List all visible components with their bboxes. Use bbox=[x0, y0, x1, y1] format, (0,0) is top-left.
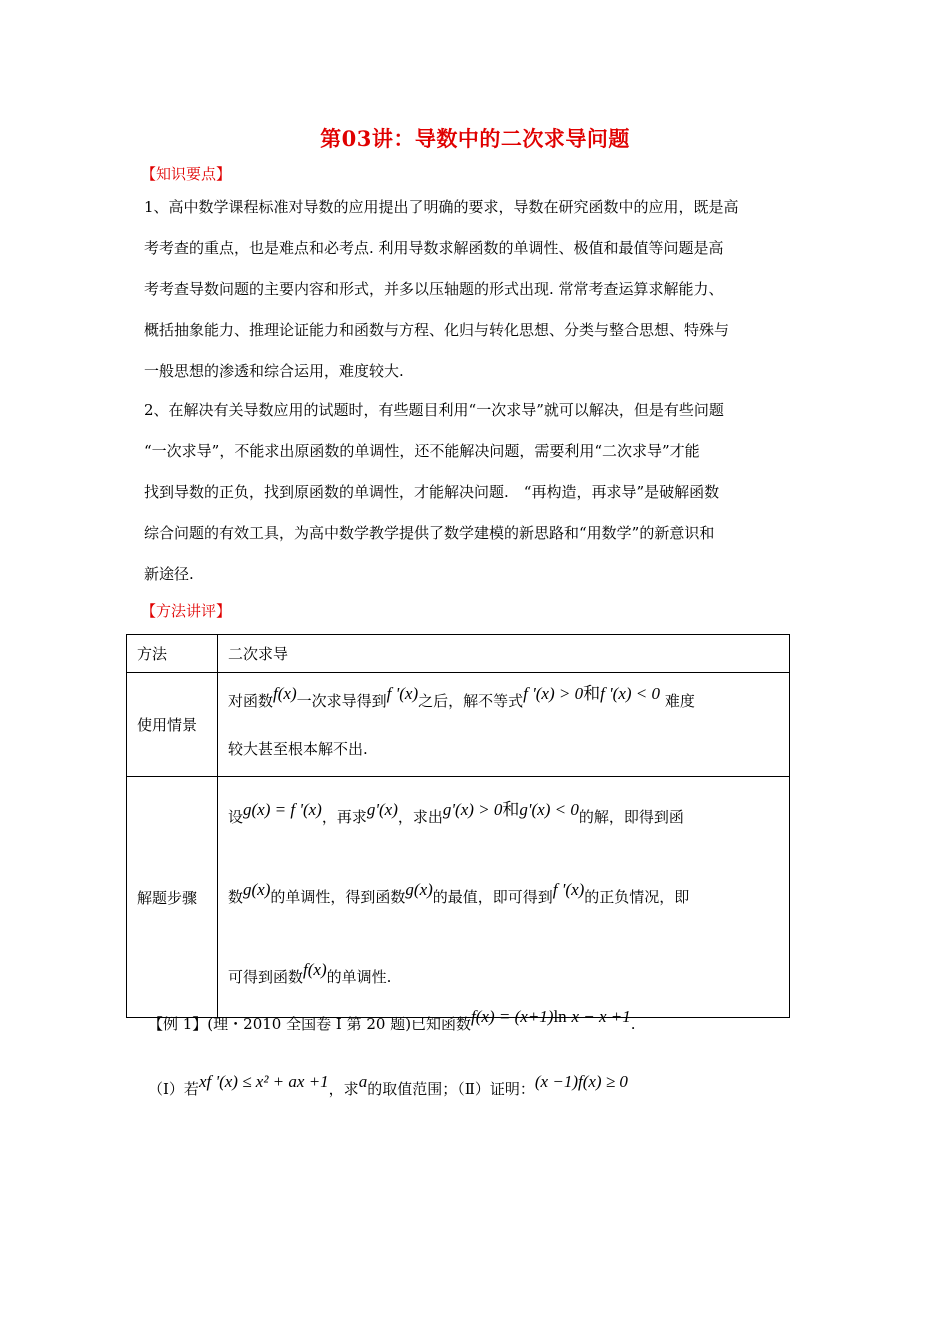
cell-line bbox=[228, 857, 779, 937]
paragraph-line: 新途径. bbox=[144, 565, 194, 583]
text-run: 的单调性. bbox=[326, 968, 392, 986]
method-heading: 【方法讲评】 bbox=[141, 602, 232, 620]
paragraph-line: 一般思想的渗透和综合运用，难度较大. bbox=[144, 362, 404, 380]
text-run: 可得到函数 bbox=[228, 968, 304, 986]
text-run: 对函数 bbox=[228, 691, 274, 710]
math-formula: g(x) = f '(x) bbox=[243, 800, 322, 819]
text-run: 数 bbox=[228, 888, 244, 906]
knowledge-paragraph-2 bbox=[144, 390, 808, 595]
table-cell-content bbox=[218, 673, 790, 777]
math-text: 和 bbox=[502, 800, 520, 819]
text-run: （Ⅰ）若 bbox=[148, 1080, 199, 1098]
knowledge-heading: 【知识要点】 bbox=[141, 165, 232, 183]
table-cell-label: 方法 bbox=[127, 635, 218, 673]
table-row bbox=[127, 635, 790, 673]
text-run: . bbox=[630, 1015, 636, 1033]
knowledge-paragraph-1 bbox=[144, 187, 808, 392]
table-cell-label: 使用情景 bbox=[127, 673, 218, 777]
text-run: 之后，解不等式 bbox=[418, 691, 524, 710]
math-formula: f '(x) bbox=[386, 683, 419, 703]
math-formula: g(x) bbox=[243, 880, 271, 899]
paragraph-line: 考考查的重点，也是难点和必考点. 利用导数求解函数的单调性、极值和最值等问题是高 bbox=[144, 239, 724, 257]
math-formula: a bbox=[358, 1072, 368, 1091]
text-run: 的解，即得到函 bbox=[578, 808, 684, 826]
cell-line: 较大甚至根本解不出. bbox=[228, 739, 368, 758]
paragraph-line: 找到导数的正负，找到原函数的单调性，才能解决问题. “再构造，再求导”是破解函数 bbox=[144, 483, 720, 501]
text-run: 的取值范围；（Ⅱ）证明： bbox=[367, 1080, 535, 1098]
cell-line bbox=[228, 937, 779, 1017]
math-formula: f '(x) < 0 bbox=[600, 683, 661, 703]
math-formula: f '(x) > 0 bbox=[523, 683, 584, 703]
ln-operator: ln bbox=[553, 1007, 567, 1026]
math-text: 和 bbox=[583, 683, 601, 703]
math-formula: g'(x) bbox=[366, 800, 398, 819]
text-run: ，再求 bbox=[321, 808, 367, 826]
table-row bbox=[127, 777, 790, 1018]
paragraph-line: 2、在解决有关导数应用的试题时，有些题目利用“一次求导”就可以解决，但是有些问题 bbox=[144, 401, 724, 419]
math-formula: f(x) = (x+1) bbox=[471, 1007, 554, 1026]
math-formula: x − x +1 bbox=[571, 1007, 631, 1026]
text-run: 的正负情况，即 bbox=[584, 888, 690, 906]
paragraph-line: 考考查导数问题的主要内容和形式，并多以压轴题的形式出现. 常常考查运算求解能力、 bbox=[144, 280, 724, 298]
table-cell-content: 二次求导 bbox=[218, 635, 790, 673]
text-run: ，求出 bbox=[397, 808, 443, 826]
method-table bbox=[126, 634, 790, 1018]
text-run: 的单调性，得到函数 bbox=[270, 888, 406, 906]
math-formula: g'(x) > 0 bbox=[442, 800, 503, 819]
table-cell-content bbox=[218, 777, 790, 1018]
text-run: 的最值，即可得到 bbox=[432, 888, 553, 906]
paragraph-line: 概括抽象能力、推理论证能力和函数与方程、化归与转化思想、分类与整合思想、特殊与 bbox=[144, 321, 730, 339]
math-formula: g'(x) < 0 bbox=[519, 800, 579, 819]
text-run: 难度 bbox=[664, 691, 695, 710]
math-formula: g(x) bbox=[405, 880, 433, 899]
text-run: 设 bbox=[228, 808, 244, 826]
math-formula: xf '(x) ≤ x² + ax +1 bbox=[198, 1072, 329, 1091]
page-title: 第03讲：导数中的二次求导问题 bbox=[320, 126, 630, 151]
cell-line bbox=[228, 677, 779, 725]
math-ln bbox=[553, 1007, 566, 1026]
text-run: 一次求导得到 bbox=[296, 691, 387, 710]
cell-line bbox=[228, 777, 779, 857]
paragraph-line: 1、高中数学课程标准对导数的应用提出了明确的要求，导数在研究函数中的应用，既是高 bbox=[144, 198, 739, 216]
paragraph-line: “一次求导”，不能求出原函数的单调性，还不能解决问题，需要利用“二次求导”才能 bbox=[144, 442, 700, 460]
example-1-statement bbox=[148, 1007, 636, 1034]
text-run: ，求 bbox=[328, 1080, 359, 1098]
table-row bbox=[127, 673, 790, 777]
math-formula: f(x) bbox=[273, 683, 297, 703]
example-1-questions bbox=[148, 1072, 628, 1099]
math-formula: f(x) bbox=[303, 960, 327, 979]
text-run: 【例 1】(理・2010 全国卷 I 第 20 题)已知函数 bbox=[148, 1015, 472, 1033]
paragraph-line: 综合问题的有效工具，为高中数学教学提供了数学建模的新思路和“用数学”的新意识和 bbox=[144, 524, 715, 542]
table-cell-label: 解题步骤 bbox=[127, 777, 218, 1018]
math-formula: f '(x) bbox=[552, 880, 585, 899]
math-formula: (x −1)f(x) ≥ 0 bbox=[534, 1072, 628, 1091]
